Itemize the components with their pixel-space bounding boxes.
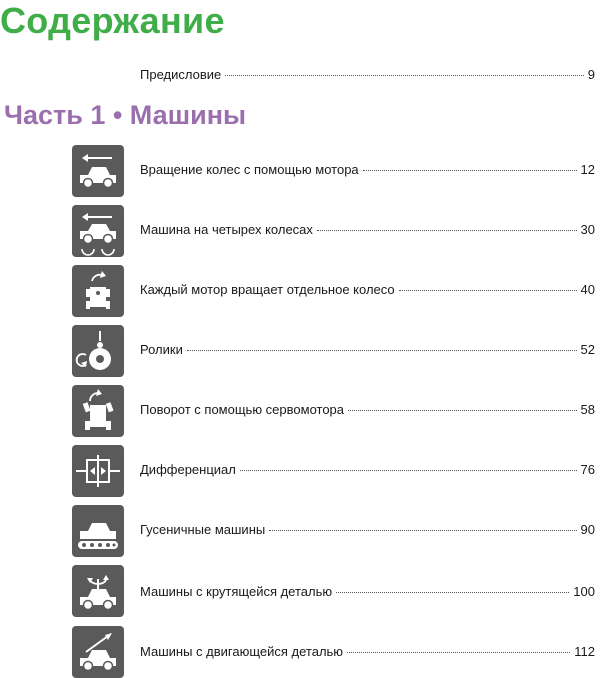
dot-leader	[347, 652, 570, 653]
car-moving-arm-icon	[72, 626, 124, 678]
top-view-motor-icon	[72, 265, 124, 317]
toc-entry[interactable]	[140, 402, 595, 418]
toc-entry-label: Машины с крутящейся деталью	[140, 584, 333, 599]
part-title: Часть 1 • Машины	[4, 100, 247, 130]
toc-entry-label: Машины с двигающейся деталью	[140, 644, 344, 659]
dot-leader	[336, 592, 569, 593]
toc-entry-label: Поворот с помощью сервомотора	[140, 402, 345, 417]
toc-entry-page: 40	[580, 282, 595, 297]
toc-entry[interactable]	[140, 222, 595, 238]
car-arrow-left-icon	[72, 145, 124, 197]
toc-entry[interactable]	[140, 522, 595, 538]
toc-entry-page: 52	[580, 342, 595, 357]
toc-entry[interactable]	[140, 282, 595, 298]
toc-entry-label: Вращение колес с помощью мотора	[140, 162, 359, 177]
toc-entry-page: 76	[580, 462, 595, 477]
toc-entry-label: Предисловие	[140, 67, 222, 82]
toc-entry-page: 12	[580, 162, 595, 177]
toc-entry[interactable]	[140, 162, 595, 178]
car-rotating-wheels-icon	[72, 205, 124, 257]
toc-entry[interactable]	[140, 342, 595, 358]
dot-leader	[317, 230, 577, 231]
toc-entry-page: 9	[587, 67, 595, 82]
page-title: Содержание	[0, 0, 225, 41]
tracked-vehicle-icon	[72, 505, 124, 557]
toc-entry-label: Машина на четырех колесах	[140, 222, 313, 237]
toc-entry-label: Каждый мотор вращает отдельное колесо	[140, 282, 395, 297]
pulley-wheel-icon	[72, 325, 124, 377]
dot-leader	[399, 290, 577, 291]
toc-entry-page: 100	[573, 584, 595, 599]
dot-leader	[187, 350, 577, 351]
toc-entry[interactable]	[140, 644, 595, 660]
toc-entry-page: 112	[574, 644, 595, 659]
dot-leader	[269, 530, 576, 531]
dot-leader	[363, 170, 577, 171]
toc-entry-page: 58	[580, 402, 595, 417]
toc-entry-page: 30	[580, 222, 595, 237]
toc-entry-label: Дифференциал	[140, 462, 236, 477]
toc-entry-label: Ролики	[140, 342, 183, 357]
differential-icon	[72, 445, 124, 497]
toc-entry[interactable]	[140, 584, 595, 600]
toc-entry[interactable]	[140, 462, 595, 478]
dot-leader	[240, 470, 577, 471]
toc-entry-preface[interactable]	[140, 67, 595, 83]
dot-leader	[348, 410, 577, 411]
toc-entry-page: 90	[580, 522, 595, 537]
toc-entry-label: Гусеничные машины	[140, 522, 266, 537]
dot-leader	[225, 75, 584, 76]
car-rotating-part-icon	[72, 565, 124, 617]
steering-servo-icon	[72, 385, 124, 437]
